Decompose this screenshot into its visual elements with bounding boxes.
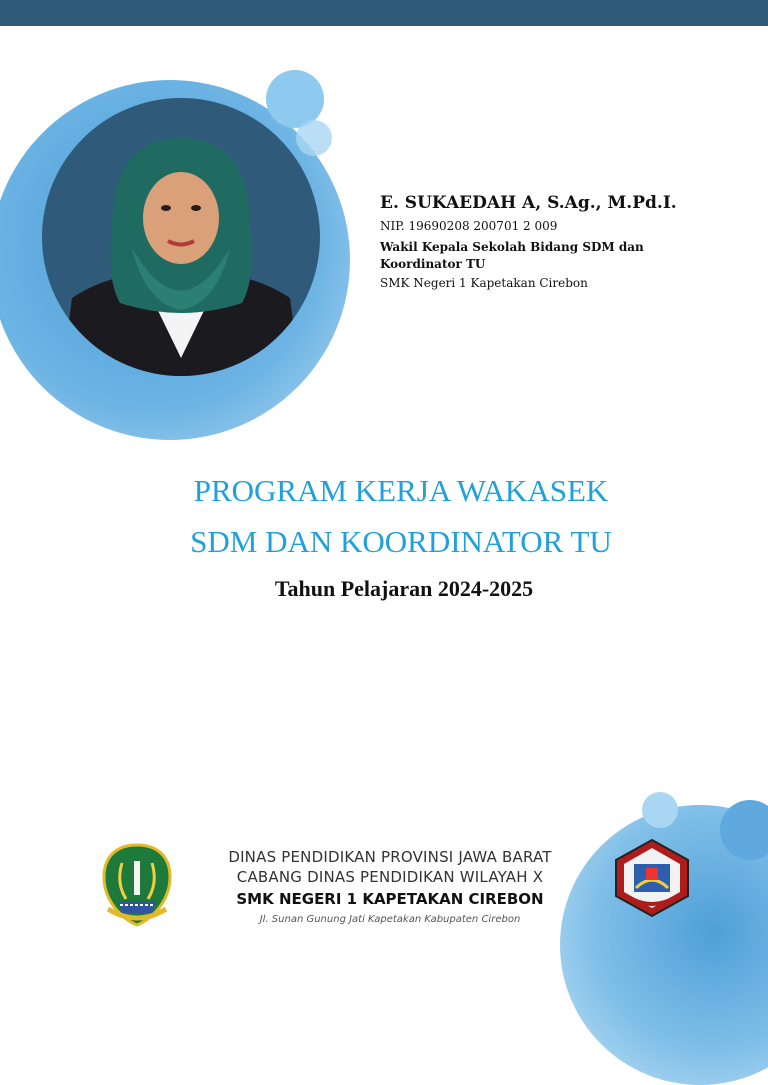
top-header-bar: [0, 0, 768, 26]
footer-school-name: SMK NEGERI 1 KAPETAKAN CIREBON: [236, 890, 544, 908]
jawa-barat-emblem-icon: [100, 843, 174, 927]
footer-branch: CABANG DINAS PENDIDIKAN WILAYAH X: [236, 868, 544, 886]
decor-circle-small: [296, 120, 332, 156]
person-name: E. SUKAEDAH A, S.Ag., M.Pd.I.: [380, 193, 677, 213]
person-nip: NIP. 19690208 200701 2 009: [380, 219, 558, 233]
decor-circle-bottom-small: [642, 792, 678, 828]
footer-address: Jl. Sunan Gunung Jati Kapetakan Kabupaten Cirebon: [259, 914, 521, 925]
person-portrait-icon: [42, 98, 320, 376]
person-role: Wakil Kepala Sekolah Bidang SDM dan Koordinator TU: [380, 240, 644, 271]
profile-photo: [42, 98, 320, 376]
footer-agency: DINAS PENDIDIKAN PROVINSI JAWA BARAT: [228, 848, 552, 866]
person-school: SMK Negeri 1 Kapetakan Cirebon: [380, 276, 588, 290]
document-title-line2: SDM DAN KOORDINATOR TU: [190, 524, 612, 559]
smk-emblem-icon: [612, 838, 692, 918]
document-title-line1: PROGRAM KERJA WAKASEK: [193, 473, 609, 508]
academic-year: Tahun Pelajaran 2024-2025: [274, 576, 534, 601]
